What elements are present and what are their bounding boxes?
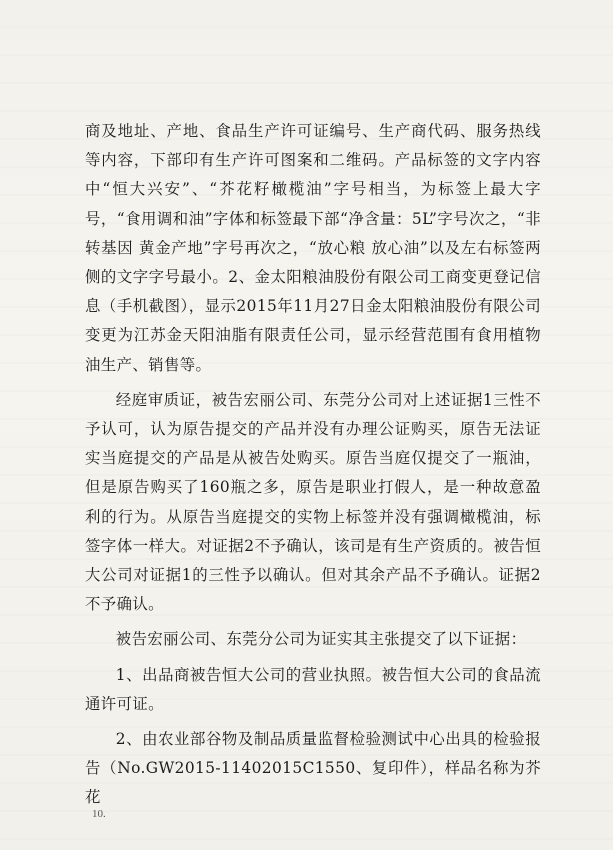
page-number: 10.: [92, 808, 106, 820]
paragraph-evidence-2: 2、由农业部谷物及制品质量监督检验测试中心出具的检验报告（No.GW2015-11402015C1550、复印件），样品名称为芥花: [85, 730, 541, 807]
paragraph-evidence-intro: 被告宏丽公司、东莞分公司为证实其主张提交了以下证据：: [115, 630, 527, 649]
paragraph-cross-examination: 经庭审质证，被告宏丽公司、东莞分公司对上述证据1三性不予认可，认为原告提交的产品并没有办理公证购买，原告无法证实当庭提交的产品是从被告处购买。原告当庭仅提交了一瓶油，但是原告购买了160瓶之多，原告是职业打假人，是一种故意盈利的行为。从原告当庭提交的实物上标签并没有强调橄榄油，标签字体一样大。对证据2不予确认，该司是有生产资质的。被告恒大公司对证据1的三性予以确认。但对其余产品不予确认。证据2不予确认。: [85, 390, 541, 614]
body-text: [85, 117, 541, 813]
paragraph-evidence-1: 1、出品商被告恒大公司的营业执照。被告恒大公司的食品流通许可证。: [85, 665, 541, 713]
paragraph-continuation: 商及地址、产地、食品生产许可证编号、生产商代码、服务热线等内容，下部印有生产许可图案和二维码。产品标签的文字内容中“恒大兴安”、“芥花籽橄榄油”字号相当，为标签上最大字号，“食用调和油”字体和标签最下部“净含量：5L”字号次之，“非转基因 黄金产地”字号再次之，“放心粮 放心油”以及左右标签两侧的文字字号最小。2、金太阳粮油股份有限公司工商变更登记信息（手机截图），显示2015年11月27日金太阳粮油股份有限公司变更为江苏金天阳油脂有限责任公司，显示经营范围有食用植物油生产、销售等。: [85, 122, 541, 374]
